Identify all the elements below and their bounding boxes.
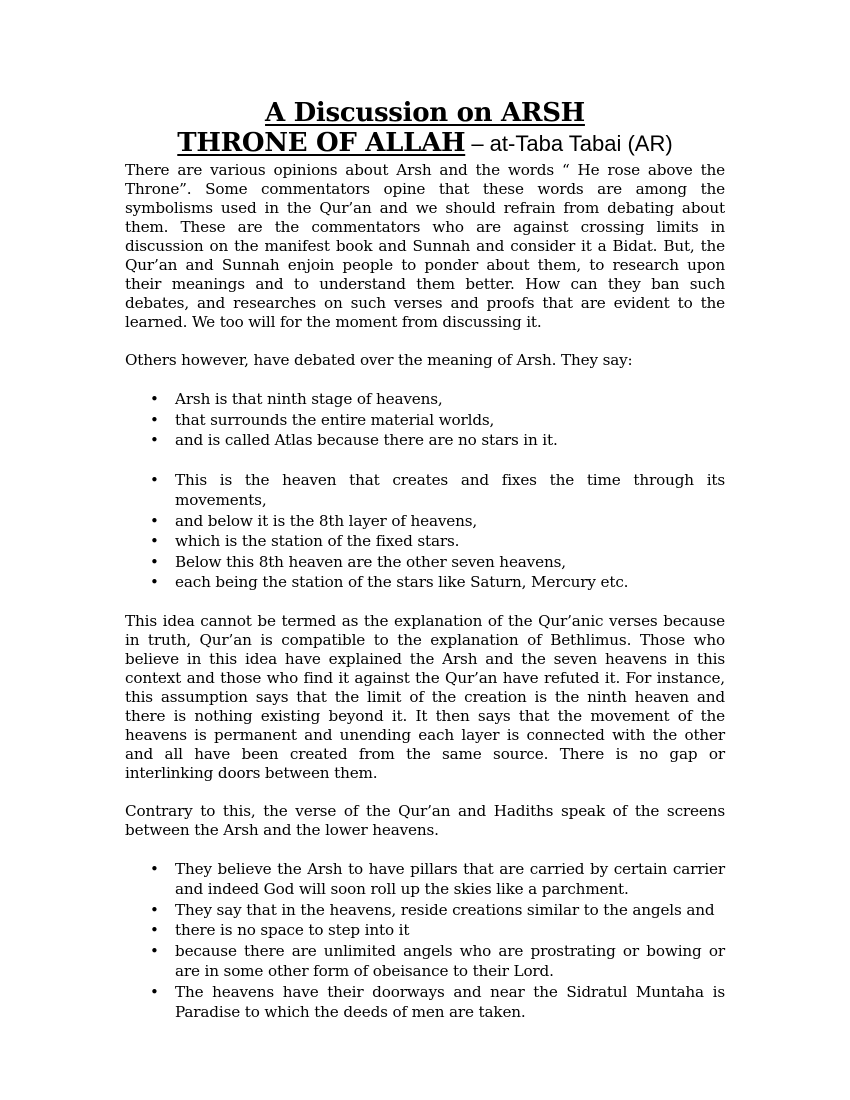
list-item-text: They say that in the heavens, reside creations similar to the angels and <box>175 900 715 919</box>
list-item <box>125 900 725 921</box>
bullet-icon: • <box>150 532 159 550</box>
list-item <box>125 410 725 431</box>
document-subtitle <box>125 128 725 161</box>
list-item-text: there is no space to step into it <box>175 921 410 939</box>
list-item-text: each being the station of the stars like Saturn, Mercury etc. <box>175 573 629 591</box>
paragraph-1: There are various opinions about Arsh and the words “ He rose above the Throne”. Some commentators opine that these words are among the symbolisms used in the Qur’an and we should refrain from debating about them. These are the commentators who are against crossing limits in discussion on the manifest book and Sunnah and consider it a Bidat. But, the Qur’an and Sunnah enjoin people to ponder about them, to research upon their meanings and to understand them better. How can they ban such debates, and researches on such verses and proofs that are evident to the learned. We too will for the moment from discussing it. <box>125 161 725 331</box>
list-item <box>125 511 725 532</box>
bullet-icon: • <box>150 511 159 530</box>
list-item <box>125 531 725 552</box>
bullet-list-2 <box>125 470 725 593</box>
spacer <box>125 451 725 470</box>
bullet-icon: • <box>150 900 159 919</box>
bullet-icon: • <box>150 390 159 408</box>
paragraph-2: Others however, have debated over the meaning of Arsh. They say: <box>125 351 633 369</box>
bullet-icon: • <box>150 410 159 429</box>
list-item <box>125 430 725 451</box>
list-item <box>125 941 725 982</box>
subtitle-main: THRONE OF ALLAH <box>177 128 466 158</box>
list-item-text: They believe the Arsh to have pillars that are carried by certain carrier and indeed God will soon roll up the skies like a parchment. <box>175 859 725 898</box>
list-item <box>125 982 725 1023</box>
bullet-icon: • <box>150 982 159 1001</box>
list-item <box>125 552 725 573</box>
list-item <box>125 572 725 593</box>
list-item <box>125 389 725 410</box>
bullet-icon: • <box>150 470 159 489</box>
bullet-icon: • <box>150 573 159 591</box>
bullet-icon: • <box>150 941 159 960</box>
list-item-text: because there are unlimited angels who are prostrating or bowing or are in some other form of obeisance to their Lord. <box>175 941 725 980</box>
list-item-text: This is the heaven that creates and fixes the time through its movements, <box>175 470 725 509</box>
bullet-list-3 <box>125 859 725 1023</box>
subtitle-author: – at-Taba Tabai (AR) <box>465 131 673 156</box>
document-page <box>125 98 725 1023</box>
spacer <box>125 840 725 859</box>
bullet-icon: • <box>150 859 159 878</box>
list-item-text: and below it is the 8th layer of heavens, <box>175 511 478 530</box>
paragraph-3: This idea cannot be termed as the explanation of the Qur’anic verses because in truth, Qur’an is compatible to the explanation of Bethlimus. Those who believe in this idea have explained the Arsh and the seven heavens in this context and those who find it against the Qur’an have refuted it. For instance, this assumption says that the limit of the creation is the ninth heaven and there is nothing existing beyond it. It then says that the movement of the heavens is permanent and unending each layer is connected with the other and all have been created from the same source. There is no gap or interlinking doors between them. <box>125 611 725 782</box>
spacer <box>125 593 725 612</box>
list-item <box>125 920 725 941</box>
list-item-text: which is the station of the fixed stars. <box>175 532 460 550</box>
bullet-list-1 <box>125 389 725 451</box>
list-item <box>125 859 725 900</box>
list-item-text: and is called Atlas because there are no stars in it. <box>175 431 558 449</box>
list-item-text: that surrounds the entire material worlds, <box>175 410 495 429</box>
paragraph-4: Contrary to this, the verse of the Qur’an and Hadiths speak of the screens between the Arsh and the lower heavens. <box>125 801 725 839</box>
spacer <box>125 783 725 802</box>
list-item-text: The heavens have their doorways and near the Sidratul Muntaha is Paradise to which the deeds of men are taken. <box>175 982 725 1021</box>
title-text: A Discussion on ARSH <box>265 98 585 128</box>
spacer <box>125 370 725 389</box>
list-item-text: Arsh is that ninth stage of heavens, <box>175 390 443 408</box>
bullet-icon: • <box>150 431 159 449</box>
bullet-icon: • <box>150 552 159 571</box>
list-item-text: Below this 8th heaven are the other seven heavens, <box>175 552 566 571</box>
spacer <box>125 332 725 351</box>
list-item <box>125 470 725 511</box>
bullet-icon: • <box>150 921 159 939</box>
document-title <box>125 98 725 128</box>
